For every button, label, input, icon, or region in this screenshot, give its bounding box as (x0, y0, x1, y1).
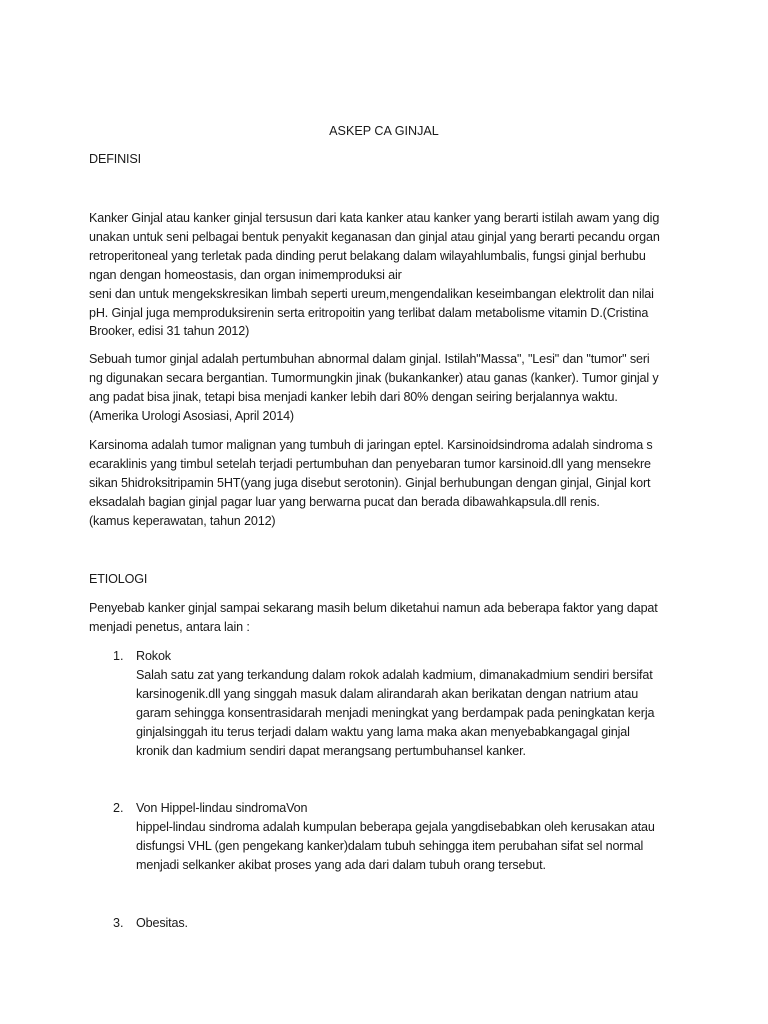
list-number: 2. (113, 801, 124, 815)
paragraph-line: ng digunakan secara bergantian. Tumormungkin jinak (bukankanker) atau ganas (kanker). Tumor ginjal y (89, 371, 659, 385)
paragraph-line: unakan untuk seni pelbagai bentuk penyakit keganasan dan ginjal atau ginjal yang berarti pecandu organ (89, 230, 660, 244)
paragraph-line: menjadi penetus, antara lain : (89, 620, 250, 634)
paragraph-line: ecaraklinis yang timbul setelah terjadi pertumbuhan dan penyebaran tumor karsinoid.dll yang mensekre (89, 457, 651, 471)
list-item-line: garam sehingga konsentrasidarah menjadi meningkat yang berdampak pada peningkatan kerja (136, 706, 655, 720)
list-number: 1. (113, 649, 124, 663)
list-item-line: hippel-lindau sindroma adalah kumpulan beberapa gejala yangdisebabkan oleh kerusakan atau (136, 820, 655, 834)
paragraph-citation: Brooker, edisi 31 tahun 2012) (89, 324, 250, 338)
list-item-line: karsinogenik.dll yang singgah masuk dalam alirandarah akan berikatan dengan natrium atau (136, 687, 639, 701)
paragraph-line: Karsinoma adalah tumor malignan yang tumbuh di jaringan eptel. Karsinoidsindroma adalah sindroma s (89, 438, 653, 452)
paragraph-citation: (kamus keperawatan, tahun 2012) (89, 514, 276, 528)
paragraph-line: ngan dengan homeostasis, dan organ inimemproduksi air (89, 268, 402, 282)
paragraph-line: ang padat bisa jinak, tetapi bisa menjadi kanker lebih dari 80% dengan seiring berjalannya waktu. (89, 390, 618, 404)
list-number: 3. (113, 916, 124, 930)
section-heading-definisi: DEFINISI (89, 152, 141, 166)
paragraph-line: Kanker Ginjal atau kanker ginjal tersusun dari kata kanker atau kanker yang berarti istilah awam yang dig (89, 211, 660, 225)
paragraph-line: eksadalah bagian ginjal pagar luar yang berwarna pucat dan berada dibawahkapsula.dll renis. (89, 495, 600, 509)
paragraph-line: retroperitoneal yang terletak pada dinding perut belakang dalam wilayahlumbalis, fungsi ginjal berhubu (89, 249, 646, 263)
list-item-line: disfungsi VHL (gen pengekang kanker)dalam tubuh sehingga item perubahan sifat sel normal (136, 839, 644, 853)
list-item-line: menjadi selkanker akibat proses yang ada dari dalam tubuh orang tersebut. (136, 858, 546, 872)
list-item-line: Salah satu zat yang terkandung dalam rokok adalah kadmium, dimanakadmium sendiri bersifat (136, 668, 653, 682)
paragraph-line: pH. Ginjal juga memproduksirenin serta eritropoitin yang terlibat dalam metabolisme vitamin D.(Cristina (89, 306, 649, 320)
document-title: ASKEP CA GINJAL (329, 124, 439, 138)
paragraph-citation: (Amerika Urologi Asosiasi, April 2014) (89, 409, 294, 423)
paragraph-line: sikan 5hidroksitripamin 5HT(yang juga disebut serotonin). Ginjal berhubungan dengan ginjal, Ginjal kort (89, 476, 651, 490)
list-item-line: kronik dan kadmium sendiri dapat merangsang pertumbuhansel kanker. (136, 744, 526, 758)
list-item-line: ginjalsinggah itu terus terjadi dalam waktu yang lama maka akan menyebabkangagal ginjal (136, 725, 630, 739)
section-heading-etiologi: ETIOLOGI (89, 572, 148, 586)
list-item-title: Obesitas. (136, 916, 188, 930)
paragraph-line: Sebuah tumor ginjal adalah pertumbuhan abnormal dalam ginjal. Istilah"Massa", "Lesi" dan "tumor" seri (89, 352, 650, 366)
list-item-title: Rokok (136, 649, 171, 663)
paragraph-line: seni dan untuk mengekskresikan limbah seperti ureum,mengendalikan keseimbangan elektrolit dan nilai (89, 287, 654, 301)
list-item-title: Von Hippel-lindau sindromaVon (136, 801, 308, 815)
paragraph-line: Penyebab kanker ginjal sampai sekarang masih belum diketahui namun ada beberapa faktor yang dapat (89, 601, 658, 615)
